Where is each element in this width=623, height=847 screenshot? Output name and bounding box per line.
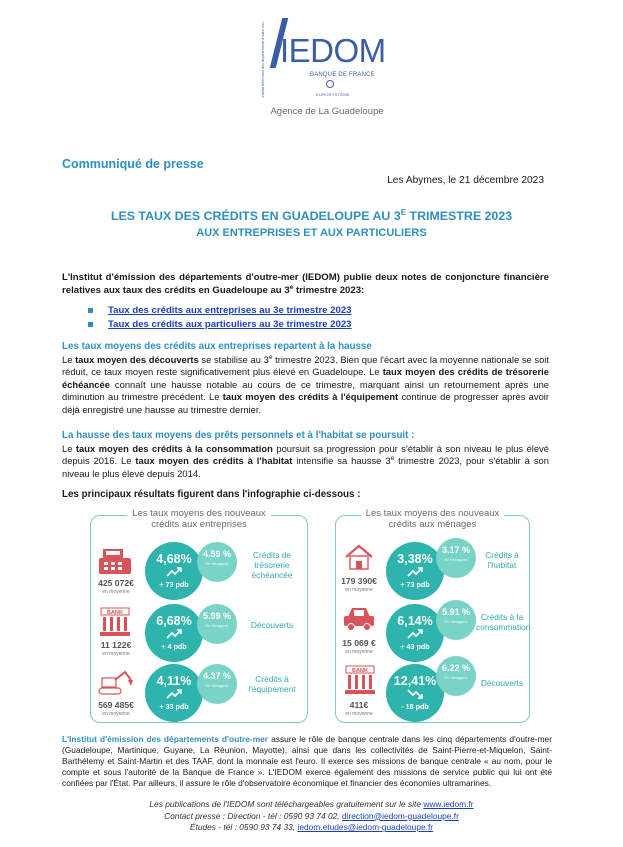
rate-circle: 12,41% - 18 pdb: [386, 664, 444, 722]
rate-row: [91, 542, 307, 600]
logo-side-text: Institut d'émission des départements d'outre-mer: [261, 22, 265, 98]
hexagone-circle: 6.22 % En Hexagone: [436, 656, 476, 696]
press-label: Communiqué de presse: [62, 157, 204, 171]
rate-row: [91, 604, 307, 662]
hexagone-circle: 5.99 % En Hexagone: [197, 604, 237, 644]
section2-paragraph: Le taux moyen des crédits à la consommation poursuit sa progression pour s'établir à son niveau le plus élevé depuis 2016. Le taux moyen des crédits à l'habitat intensifie sa hausse 3e trimestre 2023, pour s'établir à son niveau le plus élevé depuis 2014.: [62, 443, 549, 479]
trend-down-icon: [407, 688, 423, 700]
rate-row: [336, 542, 529, 600]
footer-contacts: [0, 799, 623, 834]
trend-up-icon: [407, 566, 423, 578]
panel-title: Les taux moyens des nouveaux crédits aux entreprises: [91, 508, 307, 531]
panel-title: Les taux moyens des nouveaux crédits aux ménages: [336, 508, 529, 531]
hexagone-circle: 5.91 % En Hexagone: [436, 600, 476, 640]
house-icon: [344, 544, 374, 570]
amount: 15 069 € en moyenne: [342, 638, 376, 656]
category-label: Découverts: [250, 620, 294, 630]
publications-line: Les publications de l'IEDOM sont téléchargeables gratuitement sur le site www.iedom.fr: [149, 799, 474, 809]
trend-up-icon: [166, 688, 182, 700]
svg-text:BANK: BANK: [352, 668, 368, 674]
footer-about: L'Institut d'émission des départements d'outre-mer assure le rôle de banque centrale dans les cinq départements d'outre-mer (Guadeloupe, Martinique, Guyane, La Réunion, Mayotte), ainsi que dans les collectivités de Saint-Pierre-et-Miquelon, Saint-Barthélemy et Saint-Martin et des TAAF, dont la monnaie est l'euro. Il exerce ses missions de banque centrale « au nom, pour le compte et sous l'autorité de la Banque de France ». L'IEDOM exerce également des missions de service public qui lui ont été confiées par l'État. Par ailleurs, il assure le rôle d'observatoire économique et financier des économies ultramarines.: [62, 734, 552, 788]
etudes-email-link[interactable]: iedom.etudes@iedom-guadeloupe.fr: [297, 822, 434, 833]
section2-title: La hausse des taux moyens des prêts personnels et à l'habitat se poursuit :: [62, 430, 415, 441]
hexagone-circle: 4.59 % En Hexagone: [197, 542, 237, 582]
press-contact-line: Contact presse : Direction - tél : 0590 93 74 02, direction@iedom-guadeloupe.fr: [164, 810, 459, 821]
amount: 11 122€ en moyenne: [100, 640, 132, 658]
amount: 425 072€ en moyenne: [98, 578, 134, 596]
logo-banque-de-france: BANQUE DE FRANCE: [310, 72, 375, 78]
trend-up-icon: [166, 566, 182, 578]
category-label: Découverts: [480, 678, 524, 688]
rate-circle: 6,68% + 4 pdb: [145, 604, 203, 662]
bullet-icon: [88, 308, 93, 313]
rate-circle: 3,38% + 73 pdb: [386, 542, 444, 600]
bank-icon: [99, 606, 131, 638]
rate-circle: 4,11% + 33 pdb: [145, 664, 203, 722]
logo-eurosysteme: EUROSYSTÈME: [316, 92, 350, 97]
studies-contact-line: Études - tél : 0590 93 74 33, iedom.etudes@iedom-guadeloupe.fr: [189, 822, 434, 833]
list-item: [108, 305, 352, 319]
trend-up-icon: [407, 628, 423, 640]
agency-name: Agence de La Guadeloupe: [270, 106, 384, 117]
iedom-logo: [250, 6, 390, 104]
link-entreprises[interactable]: Taux des crédits aux entreprises au 3e trimestre 2023: [108, 305, 352, 316]
list-item: [108, 319, 352, 333]
links-list: [108, 305, 352, 333]
trend-up-icon: [166, 628, 182, 640]
rate-circle: 4,68% + 73 pdb: [145, 542, 203, 600]
bullet-icon: [88, 322, 93, 327]
website-link[interactable]: www.iedom.fr: [423, 799, 474, 809]
hexagone-circle: 3.17 % En Hexagone: [436, 538, 476, 578]
rate-row: [336, 604, 529, 662]
category-label: Crédits à l'équipement: [248, 674, 296, 695]
infographic-heading: Les principaux résultats figurent dans l'infographie ci-dessous :: [62, 489, 361, 500]
category-label: Crédits à l'habitat: [485, 550, 519, 571]
amount: 569 485€ en moyenne: [98, 700, 134, 718]
car-icon: [342, 604, 376, 632]
subtitle: AUX ENTREPRISES ET AUX PARTICULIERS: [196, 227, 427, 239]
section1-title: Les taux moyens des crédits aux entreprises repartent à la hausse: [62, 341, 372, 352]
bank-icon: [344, 664, 376, 696]
rate-row: [336, 664, 529, 722]
excavator-icon: [95, 668, 135, 696]
panel-entreprises: [90, 508, 308, 723]
hexagone-circle: 4.37 % En Hexagone: [197, 664, 237, 704]
globe-icon: [326, 80, 334, 88]
intro-paragraph: L'Institut d'émission des départements d'outre-mer (IEDOM) publie deux notes de conjoncture financière relatives aux taux des crédits en Guadeloupe au 3e trimestre 2023:: [62, 272, 549, 296]
main-title: LES TAUX DES CRÉDITS EN GUADELOUPE AU $3^E$ TRIMESTRE 2023: [110, 208, 513, 224]
category-label: Crédits de trésorerie échéancée: [251, 550, 293, 581]
rate-circle: 6,14% + 43 pdb: [386, 604, 444, 662]
logo-wordmark: IEDOM: [280, 32, 386, 69]
link-particuliers[interactable]: Taux des crédits aux particuliers au 3e trimestre 2023: [108, 319, 352, 330]
svg-text:BANK: BANK: [107, 610, 123, 616]
category-label: Crédits à la consommation: [476, 612, 531, 633]
dateline: Les Abymes, le 21 décembre 2023: [387, 175, 544, 186]
section1-paragraph: Le taux moyen des découverts se stabilise au 3e trimestre 2023. Bien que l'écart avec la moyenne nationale se soit réduit, ce taux moyen reste significativement plus élevé en Guadeloupe. Le taux moyen des crédits de trésorerie échéancée connaît une hausse notable au cours de ce trimestre, marquant ainsi un retournement après une diminution au trimestre précédent. Le taux moyen des crédits à l'équipement continue de progresser après avoir déjà enregistré une hausse au trimestre dernier.: [62, 353, 550, 415]
amount: 179 390€ en moyenne: [341, 576, 377, 594]
rate-row: [91, 664, 307, 722]
direction-email-link[interactable]: direction@iedom-guadeloupe.fr: [341, 810, 459, 821]
panel-menages: [335, 508, 531, 723]
amount: 411€ en moyenne: [345, 700, 373, 718]
cash-register-icon: [97, 546, 133, 576]
